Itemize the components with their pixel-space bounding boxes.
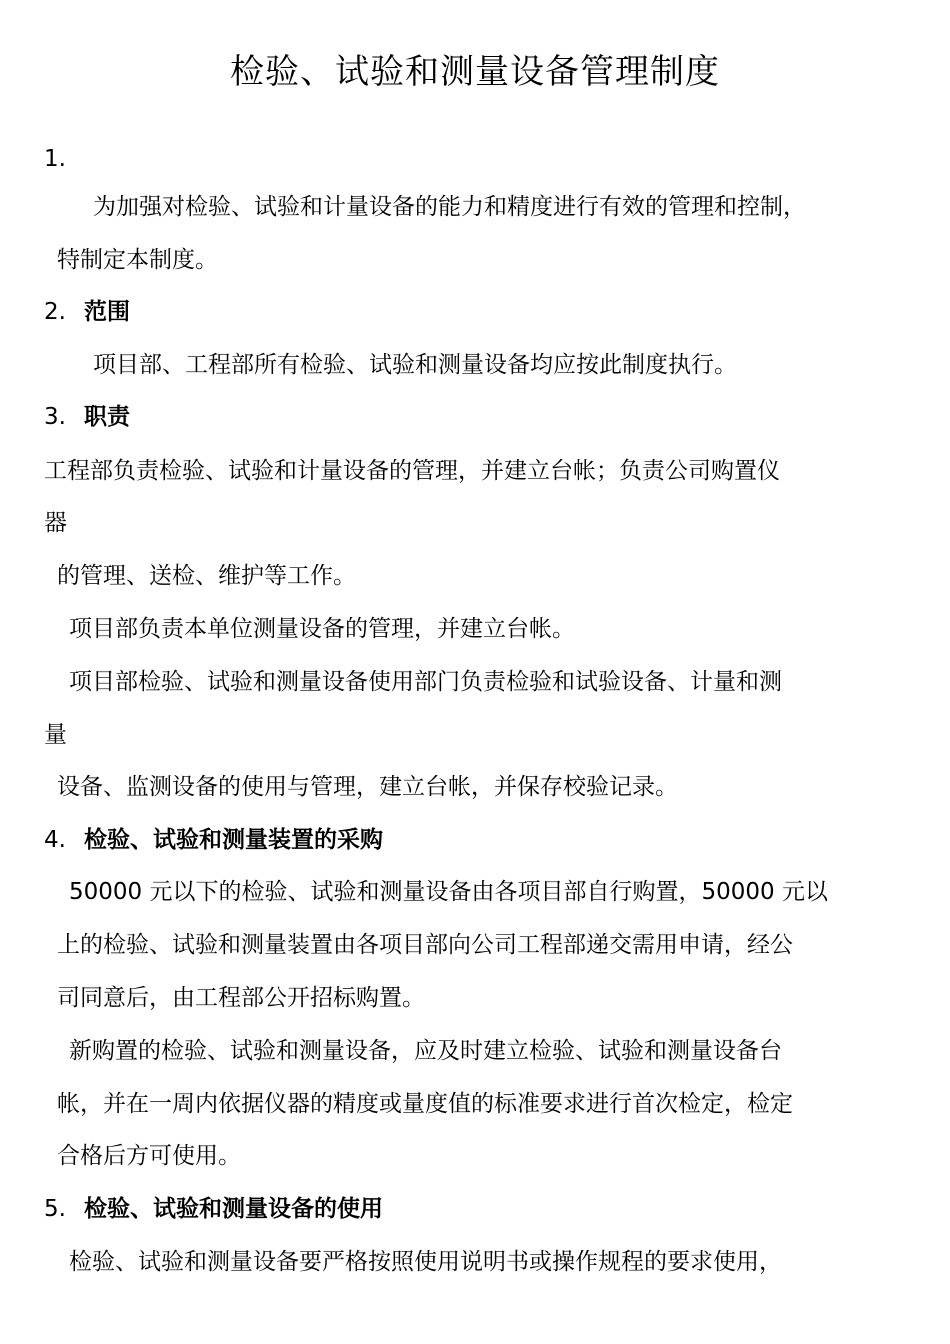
paragraph-line: 检验、试验和测量设备要严格按照使用说明书或操作规程的要求使用，	[69, 1249, 782, 1275]
paragraph-line: 项目部检验、试验和测量设备使用部门负责检验和试验设备、计量和测	[69, 669, 782, 695]
paragraph-line: 合格后方可使用。	[57, 1143, 241, 1169]
paragraph-line: 工程部负责检验、试验和计量设备的管理，并建立台帐；负责公司购置仪	[44, 458, 780, 484]
section-2-heading	[44, 296, 130, 328]
paragraph-line: 司同意后，由工程部公开招标购置。	[57, 985, 425, 1011]
section-title: 检验、试验和测量设备的使用	[84, 1196, 383, 1222]
paragraph-line: 帐，并在一周内依据仪器的精度或量度值的标准要求进行首次检定，检定	[57, 1091, 793, 1117]
paragraph-line: 项目部、工程部所有检验、试验和测量设备均应按此制度执行。	[93, 352, 737, 378]
paragraph-line: 器	[44, 510, 67, 536]
paragraph-line: 50000 元以下的检验、试验和测量设备由各项目部自行购置，50000 元以	[69, 879, 828, 905]
paragraph-line: 上的检验、试验和测量装置由各项目部向公司工程部递交需用申请，经公	[57, 932, 793, 958]
section-number: 5.	[44, 1196, 66, 1222]
paragraph-line: 的管理、送检、维护等工作。	[57, 563, 356, 589]
section-title: 检验、试验和测量装置的采购	[84, 827, 383, 853]
section-number: 4.	[44, 827, 66, 853]
paragraph-line: 量	[44, 722, 67, 748]
section-number: 2.	[44, 299, 66, 325]
paragraph-line: 为加强对检验、试验和计量设备的能力和精度进行有效的管理和控制，	[93, 194, 806, 220]
paragraph-line: 设备、监测设备的使用与管理，建立台帐，并保存校验记录。	[57, 774, 678, 800]
section-3-heading	[44, 401, 130, 433]
document-title: 检验、试验和测量设备管理制度	[230, 52, 720, 92]
section-5-heading	[44, 1193, 383, 1225]
section-number: 3.	[44, 404, 66, 430]
paragraph-line: 特制定本制度。	[57, 247, 218, 273]
paragraph-line: 新购置的检验、试验和测量设备，应及时建立检验、试验和测量设备台	[69, 1038, 782, 1064]
section-4-heading	[44, 824, 383, 856]
section-title: 范围	[84, 299, 130, 325]
section-1-number: 1.	[44, 146, 66, 172]
section-title: 职责	[84, 404, 130, 430]
paragraph-line: 项目部负责本单位测量设备的管理，并建立台帐。	[69, 616, 575, 642]
